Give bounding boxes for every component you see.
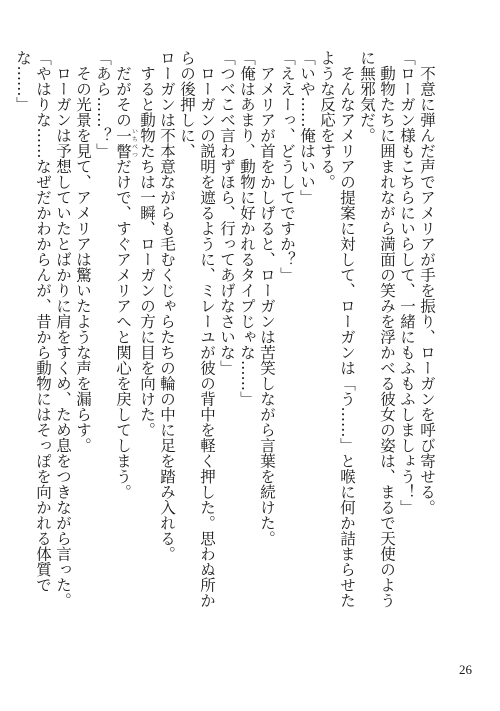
page-number: 26: [459, 662, 472, 677]
paragraph-line: 「あら……？」: [94, 50, 112, 159]
paragraph-line: 「いや……俺はいい」: [298, 50, 316, 205]
paragraph-line: 「つべこべ言わずほら、行ってあげなさいな」: [218, 50, 236, 376]
paragraph-line: そんなアメリアの提案に対して、ローガンは「う……」と喉に何か詰まらせたような反応をする。: [318, 50, 356, 608]
body-text: [14, 50, 437, 610]
ruby-base: 一瞥: [114, 127, 132, 159]
paragraph-line: すると動物たちは一瞬、ローガンの方に目を向けた。: [138, 50, 156, 438]
paragraph-line: 「ローガン様もこちらにいらして、一緒にもふもふしましょう！」: [398, 50, 416, 515]
ruby-reading: いちべつ: [130, 127, 138, 159]
paragraph-line: 不意に弾んだ声でアメリアが手を振り、ローガンを呼び寄せる。: [418, 50, 436, 515]
paragraph-line: ローガンは予想していたとばかりに肩をすくめ、ため息をつきながら言った。: [54, 50, 72, 608]
paragraph-line: 「ええーっ、どうしてですか？」: [278, 50, 296, 283]
paragraph-line: 動物たちに囲まれながら満面の笑みを浮かべる彼女の姿は、まるで天使のように無邪気だ。: [358, 50, 396, 608]
ruby-line-before: だがその: [114, 50, 132, 128]
paragraph-line: その光景を見て、アメリアは驚いたような声を漏らす。: [74, 50, 92, 453]
paragraph-line: 「やはりな……なぜだかわからんが、昔から動物にはそっぽを向かれる体質でな……」: [14, 50, 52, 593]
paragraph-line-with-ruby: [113, 50, 137, 610]
ruby-word: [114, 127, 138, 159]
paragraph-line: ローガンは不本意ながらも毛むくじゃらたちの輪の中に足を踏み入れる。: [158, 50, 176, 562]
paragraph-line: アメリアが首をかしげると、ローガンは苦笑しながら言葉を続けた。: [258, 50, 276, 546]
ruby-line-after: だけで、すぐアメリアへと関心を戻してしまう。: [114, 158, 132, 500]
paragraph-line: ローガンの説明を遮るように、ミレーユが彼の背中を軽く押した。思わぬ所からの後押しに、: [178, 50, 216, 608]
paragraph-line: 「俺はあまり、動物に好かれるタイプじゃな……」: [238, 50, 256, 407]
